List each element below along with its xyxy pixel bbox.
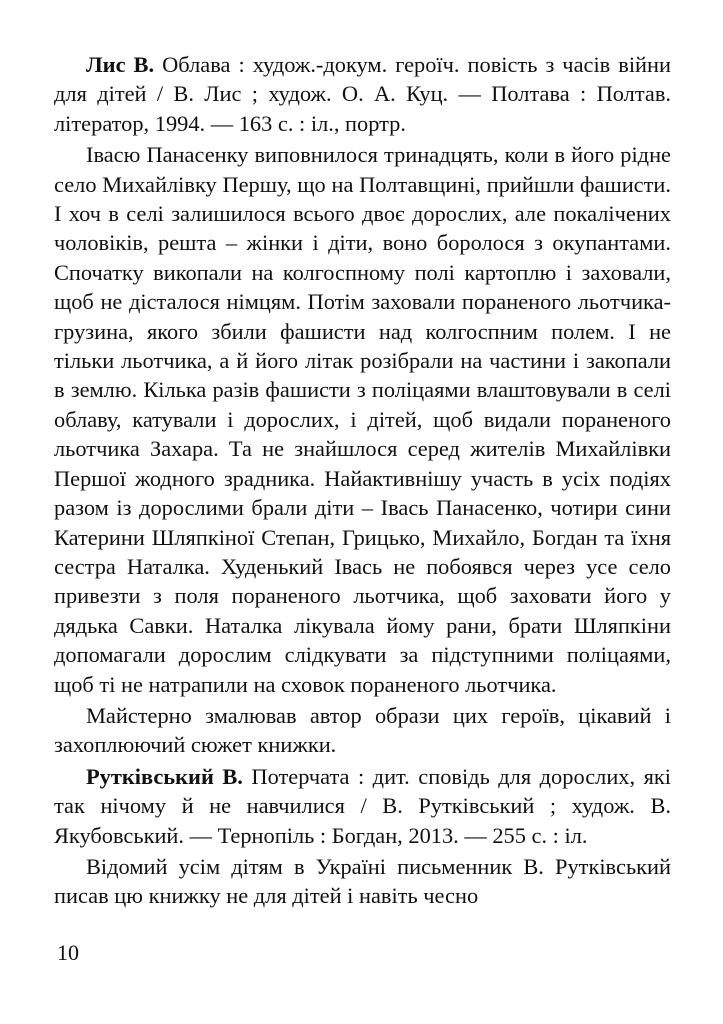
entry-author: Лис В.	[86, 52, 155, 77]
entry-author: Рутківський В.	[86, 763, 243, 789]
entry-description: Облава : худож.-докум. героїч. повість з часів війни для дітей / В. Лис ; худож. О. А. Куц. — Полтава : Полтав. літератор, 1994. — 163 с. : іл., портр.	[54, 52, 671, 136]
annotation-paragraph: Відомий усім дітям в Україні письменник В. Рутківський писав цю книжку не для дітей і навіть чесно	[54, 853, 671, 909]
bibliographic-entry-lys	[54, 50, 671, 138]
annotation-paragraph: Івасю Панасенку виповнилося тринадцять, коли в його рідне село Михайлівку Першу, що на Полтавщині, прийшли фашисти. І хоч в селі залишилося всього двоє дорослих, але покалічених чоловіків, решта – жінки і діти, воно боролося з окупантами. Спочатку викопали на колгоспному полі картоплю і заховали, щоб не дісталося німцям. Потім заховали пораненого льотчика-грузина, якого збили фашисти над колгоспним полем. І не тільки льотчика, а й його літак розібрали на частини і закопали в землю. Кілька разів фашисти з поліцаями влаштовували в селі облаву, катували і дорослих, і дітей, щоб видали пораненого льотчика Захара. Та не знайшлося серед жителів Михайлівки Першої жодного зрадника. Найактивнішу участь в усіх подіях разом із дорослими брали діти – Івась Панасенко, чотири сини Катерини Шляпкіної Степан, Грицько, Михайло, Богдан та їхня сестра Наталка. Худенький Івась не побоявся через усе село привезти з поля пораненого льотчика, щоб заховати його у дядька Савки. Наталка лікувала йому рани, брати Шляпкіни допомагали дорослим слідкувати за підступними поліцаями, щоб ті не натрапили на сховок пораненого льотчика.	[54, 142, 671, 697]
page-number: 10	[57, 940, 79, 965]
annotation-paragraph: Майстерно змалював автор образи цих героїв, цікавий і захоплюючий сюжет книжки.	[54, 702, 671, 758]
bibliographic-entry-rutkivskyi	[54, 762, 671, 850]
entry-description: Потерчата : дит. сповідь для дорослих, які так нічому й не навчилися / В. Рутківський ; худож. В. Якубовський. — Тернопіль : Богдан, 2013. — 255 с. : іл.	[54, 763, 671, 848]
page-body	[54, 50, 671, 913]
